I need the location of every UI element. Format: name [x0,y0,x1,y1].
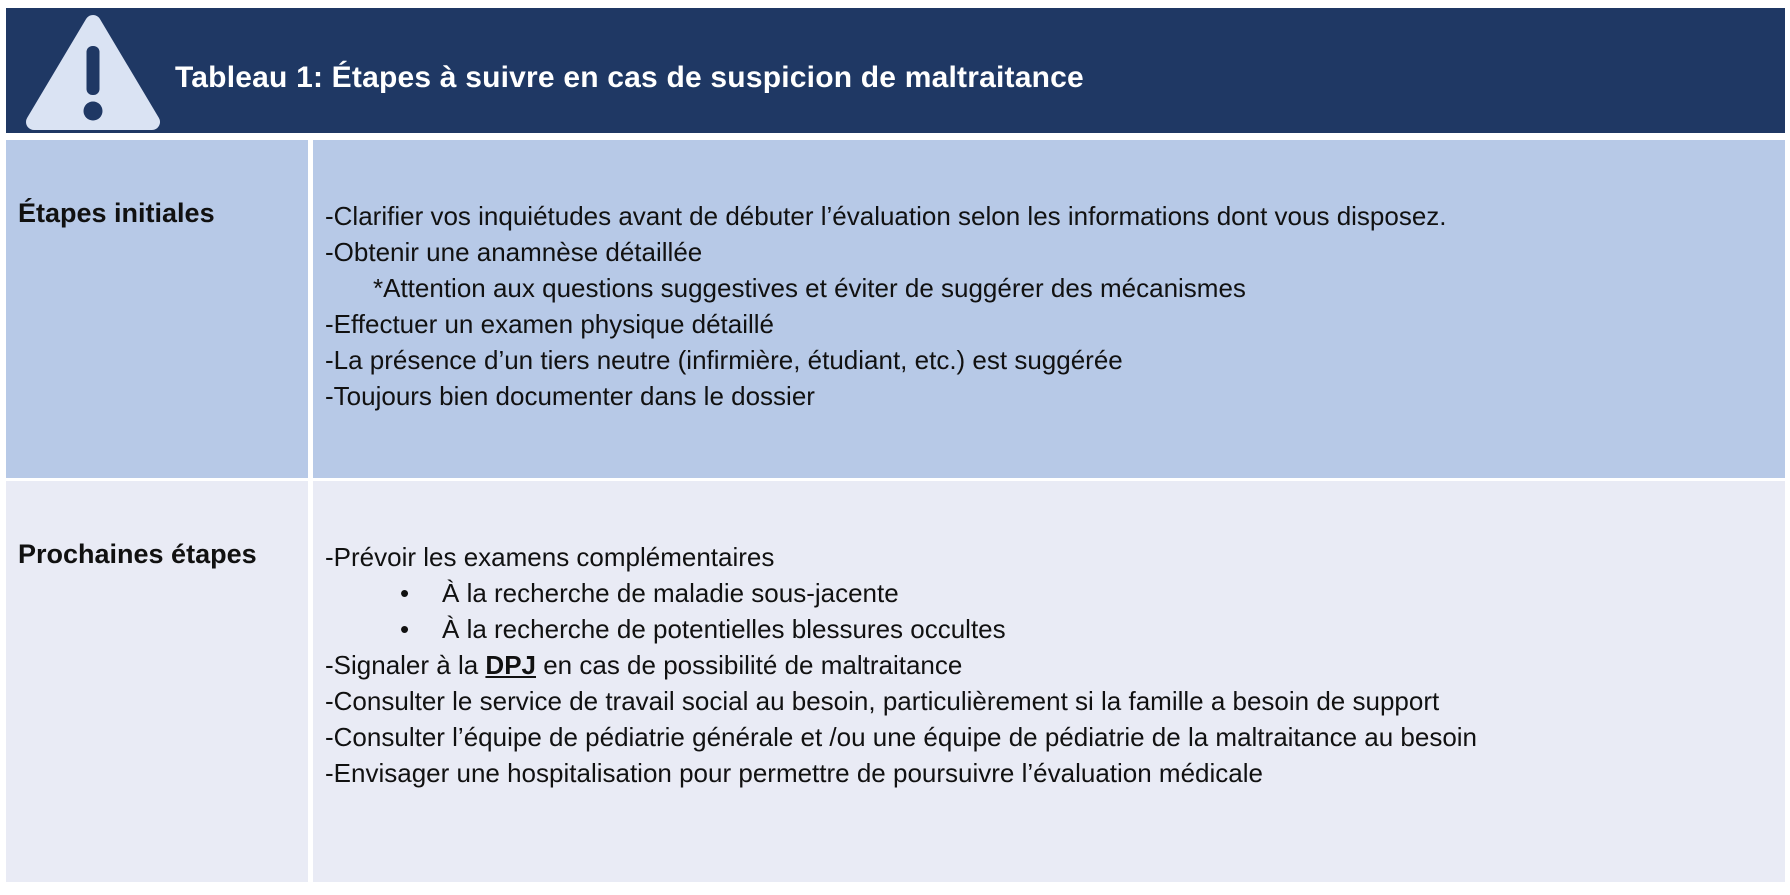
row-label-etapes-initiales [6,140,308,478]
row-label-text: Prochaines étapes [18,539,257,569]
table-title: Tableau 1: Étapes à suivre en cas de suspicion de maltraitance [175,60,1084,94]
list-item-text: en cas de possibilité de maltraitance [536,650,963,680]
list-item: -Consulter l’équipe de pédiatrie générale et /ou une équipe de pédiatrie de la maltraitance au besoin [325,722,1478,752]
bullet-marker: • [400,614,410,644]
list-item: -Obtenir une anamnèse détaillée [325,237,703,267]
list-item: -Toujours bien documenter dans le dossier [325,381,815,411]
row-content-prochaines-etapes [313,481,1785,882]
row-content-etapes-initiales [313,140,1785,478]
list-item-text: À la recherche de maladie sous-jacente [442,578,899,608]
row-label-prochaines-etapes [6,481,308,882]
list-item: -Effectuer un examen physique détaillé [325,309,775,339]
row-label-text: Étapes initiales [18,198,215,228]
list-item-bulleted [325,575,1765,611]
list-item: -La présence d’un tiers neutre (infirmière, étudiant, etc.) est suggérée [325,345,1123,375]
list-item-signaler-dpj [325,647,1765,683]
list-item-note: *Attention aux questions suggestives et éviter de suggérer des mécanismes [373,273,1246,303]
dpj-emphasis: DPJ [485,650,536,680]
list-item-text: À la recherche de potentielles blessures occultes [442,614,1006,644]
list-item: -Envisager une hospitalisation pour permettre de poursuivre l’évaluation médicale [325,758,1263,788]
list-item-bulleted [325,611,1765,647]
warning-triangle-icon [22,10,164,140]
list-item: -Consulter le service de travail social au besoin, particulièrement si la famille a besoin de support [325,686,1440,716]
list-item: -Clarifier vos inquiétudes avant de débuter l’évaluation selon les informations dont vous disposez. [325,201,1447,231]
list-item: -Prévoir les examens complémentaires [325,542,775,572]
bullet-marker: • [400,578,410,608]
list-item-text: -Signaler à la [325,650,486,680]
